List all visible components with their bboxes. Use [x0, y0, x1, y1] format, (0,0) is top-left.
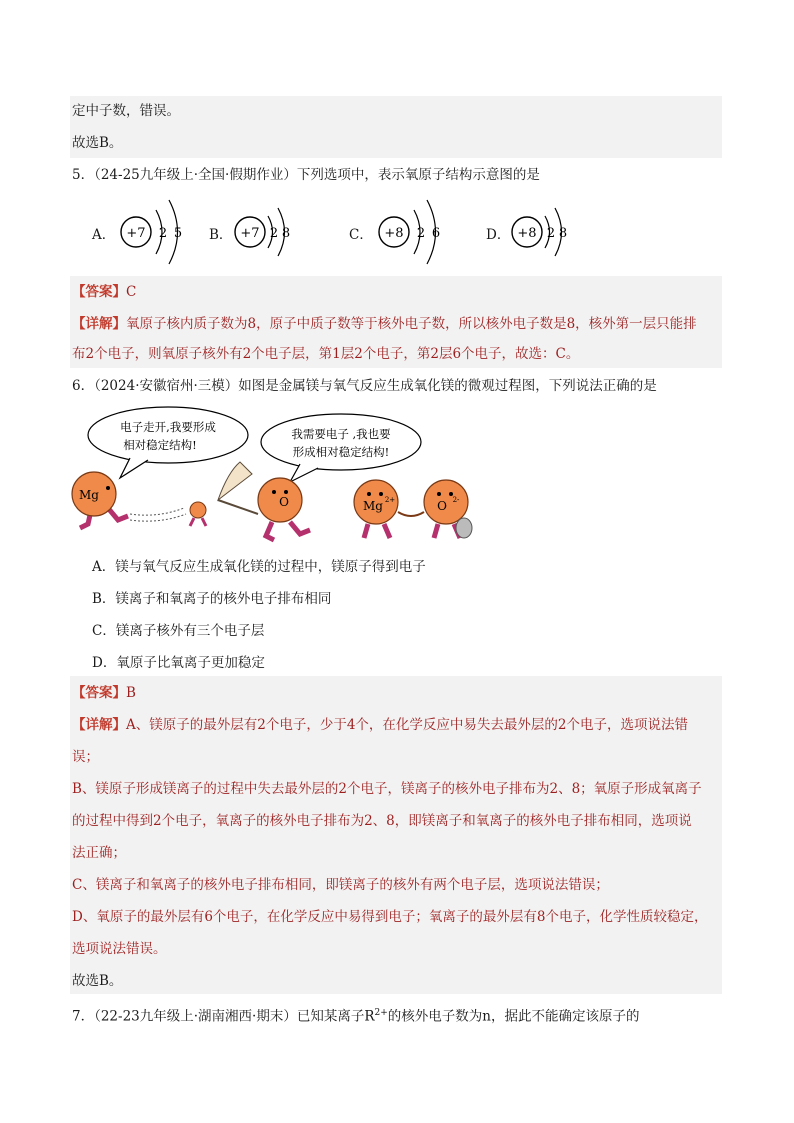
question-6-stem: 6．（2024·安徽宿州·三模）如图是金属镁与氧气反应生成氧化镁的微观过程图，下列说法正确的是 [72, 378, 657, 394]
option-d-letter: D． [486, 227, 511, 243]
question-6-option-b: B．镁离子和氧离子的核外电子排布相同 [92, 591, 332, 607]
question-5-answer [72, 283, 136, 301]
o-atom-label: O [279, 495, 289, 509]
nucleus-b: +7 [240, 226, 260, 241]
nucleus-c: +8 [384, 226, 404, 241]
option-a-letter: A． [92, 227, 116, 243]
bubble-left-line-2: 相对稳定结构! [123, 438, 197, 452]
electron-character [190, 502, 206, 526]
question-5-stem: 5．（24-25九年级上·全国·假期作业）下列选项中，表示氧原子结构示意图的是 [72, 167, 540, 183]
mg-atom-label: Mg [79, 488, 99, 502]
shell-b-1: 2 [269, 226, 279, 241]
o-ion-character [424, 480, 472, 538]
question-7-stem [72, 1004, 640, 1026]
detail-text: A、镁原子的最外层有2个电子，少于4个，在化学反应中易失去最外层的2个电子，选项说法错 [126, 717, 689, 733]
question-7-stem-a: 7．（22-23九年级上·湖南湘西·期末）已知某离子R [72, 1008, 375, 1025]
shell-d-2: 8 [558, 226, 568, 241]
shell-a-1: 2 [158, 226, 168, 241]
option-c-letter: C． [349, 227, 373, 243]
shell-d-1: 2 [546, 226, 556, 241]
question-7-stem-b: 的核外电子数为n，据此不能确定该原子的 [387, 1008, 640, 1025]
nucleus-d: +8 [517, 226, 537, 241]
question-6-detail-6: C、镁离子和氧离子的核外电子排布相同，即镁离子的核外有两个电子层，选项说法错误； [72, 877, 609, 893]
atom-diagram-c [372, 196, 452, 268]
atom-diagram-b [228, 196, 308, 268]
detail-text: 氧原子核内质子数为8，原子中质子数等于核外电子数，所以核外电子数是8，核外第一层只能排 [126, 316, 697, 332]
atom-diagram-d [505, 196, 585, 268]
question-6-detail-8: 选项说法错误。 [72, 941, 167, 957]
prev-detail-text: 定中子数，错误。 [72, 103, 180, 119]
question-6-answer [72, 684, 136, 702]
o-ion-charge: 2- [452, 496, 460, 504]
shell-a-2: 5 [173, 226, 183, 241]
o-ion-label: O [437, 499, 447, 513]
answer-tag: 【答案】 [72, 284, 126, 300]
detail-tag: 【详解】 [72, 316, 126, 332]
question-6-detail-7: D、氧原子的最外层有6个电子，在化学反应中易得到电子；氧离子的最外层有8个电子，化学性质较稳定， [72, 909, 708, 925]
question-6-detail-2: 误； [72, 749, 99, 765]
prev-conclusion: 故选B。 [72, 135, 123, 151]
question-6-option-c: C．镁离子核外有三个电子层 [92, 623, 265, 639]
atom-diagram-a [114, 196, 194, 268]
question-5-detail-1 [72, 315, 697, 333]
question-6-detail-1 [72, 716, 688, 734]
ion-charge-superscript: 2+ [374, 1008, 388, 1018]
bubble-right-line-2: 形成相对稳定结构! [292, 445, 390, 459]
shell-c-1: 2 [416, 226, 426, 241]
butterfly-net [218, 462, 252, 500]
mg-o-reaction-illustration [68, 402, 478, 548]
bubble-left-line-1: 电子走开,我要形成 [120, 420, 216, 434]
answer-value: C [126, 284, 137, 300]
option-b-letter: B． [209, 227, 233, 243]
mg-atom-character [72, 472, 128, 528]
detail-tag: 【详解】 [72, 717, 126, 733]
answer-tag: 【答案】 [72, 685, 126, 701]
bubble-right-line-1: 我需要电子 ,我也要 [291, 427, 391, 441]
question-5-detail-2: 布2个电子，则氧原子核外有2个电子层，第1层2个电子，第2层6个电子，故选：C。 [72, 346, 580, 362]
shell-b-2: 8 [281, 226, 291, 241]
question-6-conclusion: 故选B。 [72, 973, 123, 989]
question-6-option-d: D．氧原子比氧离子更加稳定 [92, 655, 265, 671]
shell-c-2: 6 [431, 226, 441, 241]
mg-ion-character [354, 480, 398, 538]
answer-value: B [126, 685, 136, 701]
question-6-detail-5: 法正确； [72, 845, 126, 861]
o-atom-character [258, 478, 310, 540]
mg-ion-charge: 2+ [384, 496, 396, 504]
mg-ion-label: Mg [363, 499, 383, 513]
nucleus-a: +7 [126, 226, 146, 241]
question-6-detail-3: B、镁原子形成镁离子的过程中失去最外层的2个电子，镁离子的核外电子排布为2、8；氧原子形成氧离子 [72, 781, 702, 797]
question-6-detail-4: 的过程中得到2个电子，氧离子的核外电子排布为2、8，即镁离子和氧离子的核外电子排布相同，选项说 [72, 813, 692, 829]
question-6-option-a: A．镁与氧气反应生成氧化镁的过程中，镁原子得到电子 [92, 559, 426, 575]
